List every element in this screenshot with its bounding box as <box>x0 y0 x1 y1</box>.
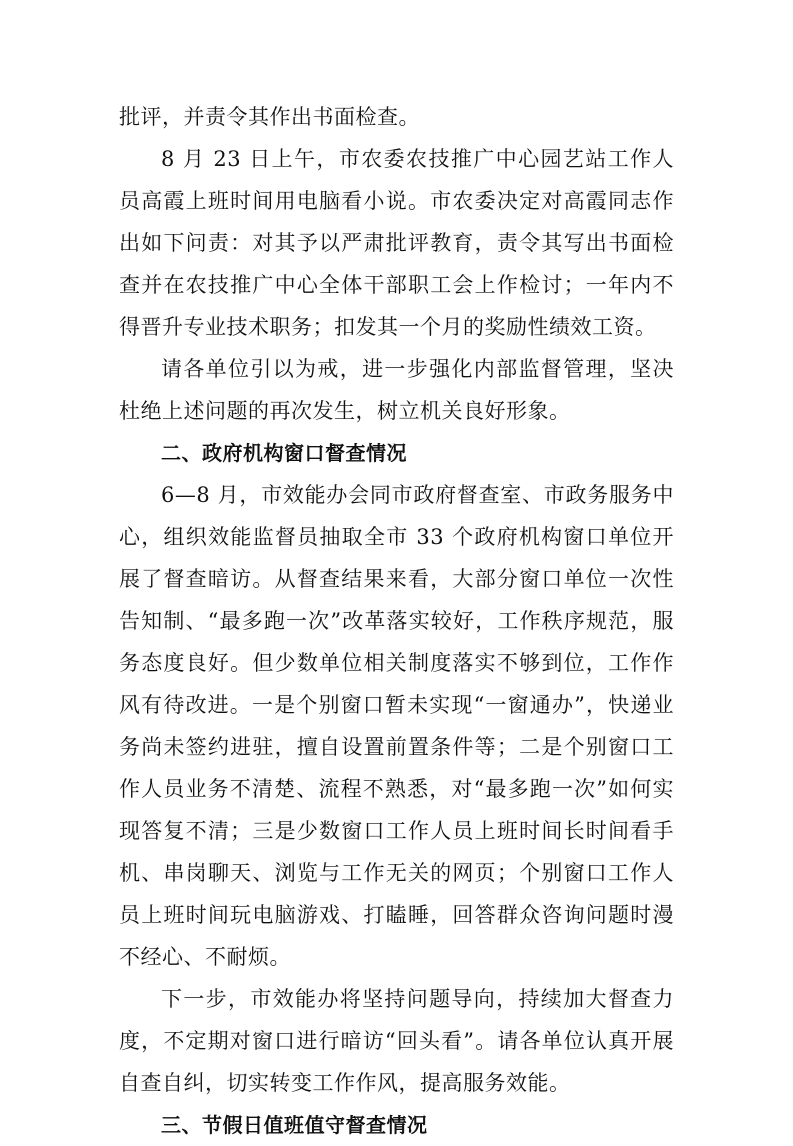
section-heading-holiday-duty: 三、节假日值班值守督查情况 <box>161 1113 428 1137</box>
paragraph-window-inspection: 6—8 月，市效能办会同市政府督查室、市政务服务中心，组织效能监督员抽取全市 33 个政府机构窗口单位开展了督查暗访。从督查结果来看，大部分窗口单位一次性告知制、“最多跑一次”改革落实较好，工作秩序规范，服务态度良好。但少数单位相关制度落实不够到位，工作作风有待改进。一是个别窗口暂未实现“一窗通办”，快递业务尚未签约进驻，擅自设置前置条件等；二是个别窗口工作人员业务不清楚、流程不熟悉，对“最多跑一次”如何实现答复不清；三是少数窗口工作人员上班时间长时间看手机、串岗聊天、浏览与工作无关的网页；个别窗口工作人员上班时间玩电脑游戏、打瞌睡，回答群众咨询问题时漫不经心、不耐烦。 <box>119 483 674 969</box>
paragraph-gaoxia-case: 8 月 23 日上午，市农委农技推广中心园艺站工作人员高霞上班时间用电脑看小说。市农委决定对高霞同志作出如下问责：对其予以严肃批评教育，责令其写出书面检查并在农技推广中心全体干部职工会上作检讨；一年内不得晋升专业技术职务；扣发其一个月的奖励性绩效工资。 <box>119 147 674 339</box>
paragraph-continuation: 批评，并责令其作出书面检查。 <box>119 105 420 129</box>
paragraph-next-steps: 下一步，市效能办将坚持问题导向，持续加大督查力度，不定期对窗口进行暗访“回头看”。请各单位认真开展自查自纠，切实转变工作作风，提高服务效能。 <box>119 987 674 1095</box>
document-page <box>119 96 674 1146</box>
paragraph-warning: 请各单位引以为戒，进一步强化内部监督管理，坚决杜绝上述问题的再次发生，树立机关良好形象。 <box>119 357 674 423</box>
section-heading-window-inspection: 二、政府机构窗口督查情况 <box>161 441 407 465</box>
